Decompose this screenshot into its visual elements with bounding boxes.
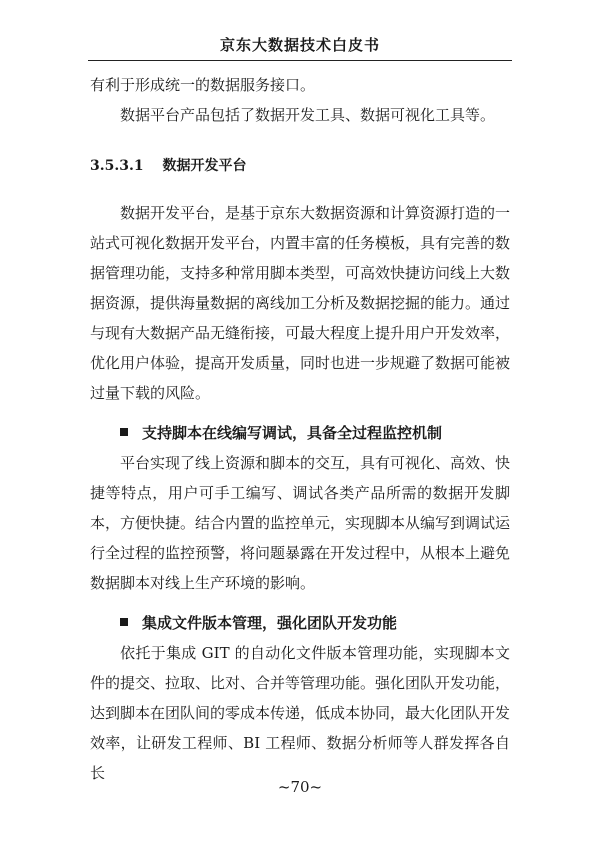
header-divider <box>88 60 512 61</box>
square-bullet-icon <box>120 618 128 626</box>
section-heading <box>90 152 510 180</box>
square-bullet-icon <box>120 428 128 436</box>
page-number: ~70~ <box>277 778 323 796</box>
intro-continuation: 有利于形成统一的数据服务接口。 <box>90 76 316 94</box>
feature-heading <box>90 418 510 448</box>
running-header: 京东大数据技术白皮书 <box>219 36 380 54</box>
section-title: 数据开发平台 <box>162 158 247 174</box>
feature-paragraph: 依托于集成 GIT 的自动化文件版本管理功能，实现脚本文件的提交、拉取、比对、合并等管理功能。强化团队开发功能，达到脚本在团队间的零成本传递，低成本协同，最大化团队开发效率，让研发工程师、BI 工程师、数据分析师等人群发挥各自长 <box>90 644 511 782</box>
section-paragraph: 数据开发平台，是基于京东大数据资源和计算资源打造的一站式可视化数据开发平台，内置丰富的任务模板，具有完善的数据管理功能，支持多种常用脚本类型，可高效快捷访问线上大数据资源，提供海量数据的离线加工分析及数据挖掘的能力。通过与现有大数据产品无缝衔接，可最大程度上提升用户开发效率，优化用户体验，提高开发质量，同时也进一步规避了数据可能被过量下载的风险。 <box>90 204 511 402</box>
intro-paragraph: 数据平台产品包括了数据开发工具、数据可视化工具等。 <box>120 106 496 124</box>
feature-paragraph: 平台实现了线上资源和脚本的交互，具有可视化、高效、快捷等特点，用户可手工编写、调试各类产品所需的数据开发脚本，方便快捷。结合内置的监控单元，实现脚本从编写到调试运行全过程的监控预警，将问题暴露在开发过程中，从根本上避免数据脚本对线上生产环境的影响。 <box>90 454 511 592</box>
feature-heading-text: 集成文件版本管理，强化团队开发功能 <box>142 614 398 632</box>
section-number: 3.5.3.1 <box>90 158 144 174</box>
feature-heading-text: 支持脚本在线编写调试，具备全过程监控机制 <box>142 424 443 442</box>
feature-heading <box>90 608 510 638</box>
page-body <box>90 70 510 788</box>
